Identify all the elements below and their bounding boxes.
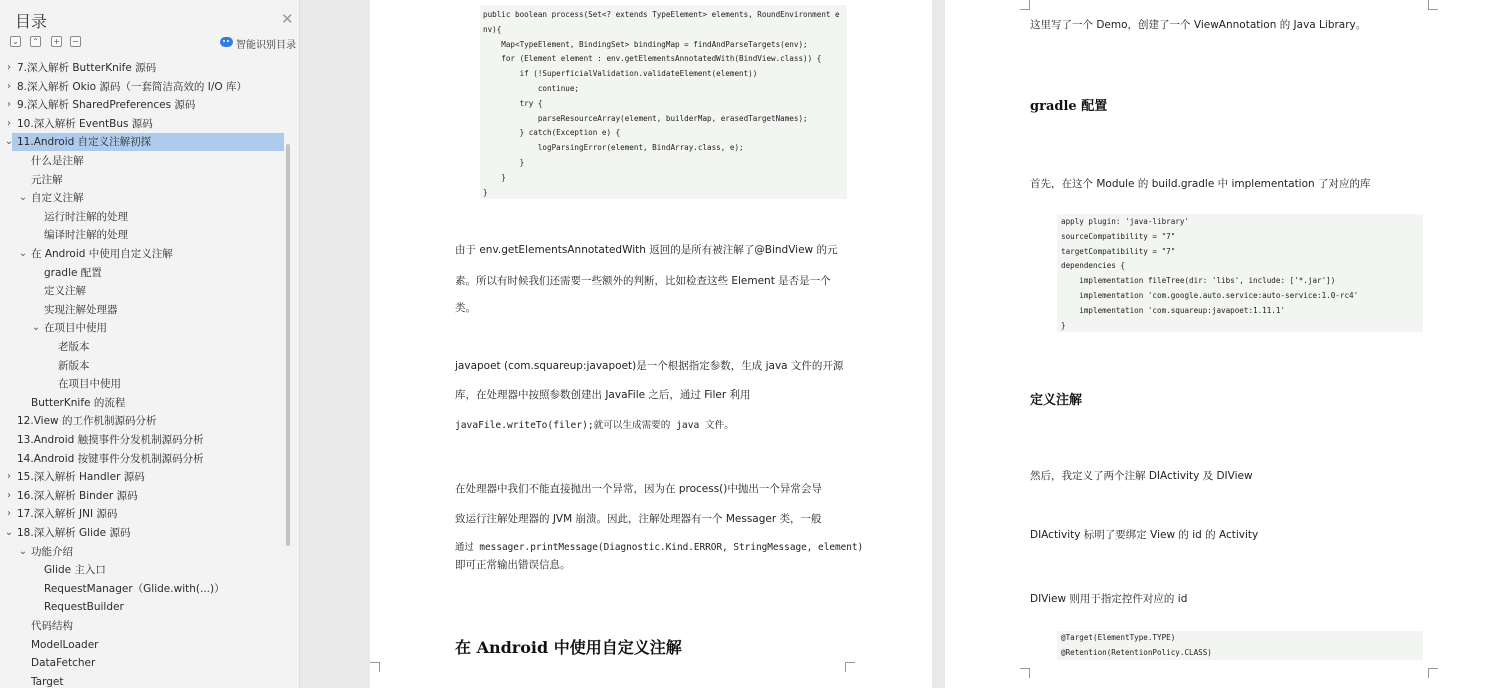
toc-item-label: RequestManager（Glide.with(...)）	[44, 582, 225, 595]
toc-item-label: 在项目中使用	[58, 378, 121, 391]
chevron-down-icon[interactable]: ⌄	[31, 322, 41, 334]
crop-mark	[1428, 668, 1438, 678]
code-block-process	[480, 5, 847, 199]
toc-item-label: 元注解	[31, 173, 63, 186]
paragraph-line: javaFile.writeTo(filer);就可以生成需要的 java 文件。	[455, 420, 734, 431]
paragraph-line: 致运行注解处理器的 JVM 崩溃。因此，注解处理器有一个 Messager 类，一般	[455, 513, 822, 525]
close-icon[interactable]: ✕	[281, 10, 294, 28]
paragraph-line: 类。	[455, 302, 476, 314]
toc-item[interactable]	[12, 338, 284, 356]
toc-item-label: 15.深入解析 Handler 源码	[17, 471, 145, 484]
chevron-right-icon[interactable]: ›	[7, 489, 11, 501]
toc-item[interactable]	[4, 524, 284, 542]
toc-item[interactable]	[12, 375, 284, 393]
paragraph-line: DIView 则用于指定控件对应的 id	[1030, 593, 1188, 605]
toc-item[interactable]	[12, 357, 284, 375]
toc-item[interactable]	[12, 654, 284, 672]
toc-item-label: gradle 配置	[44, 266, 102, 279]
code-line: parseResourceArray(element, builderMap, erasedTargetNames);	[483, 113, 808, 123]
paragraph-line: 然后，我定义了两个注解 DIActivity 及 DIView	[1030, 470, 1253, 482]
chevron-down-icon[interactable]: ⌄	[18, 248, 28, 259]
toc-item-label: Target	[31, 675, 64, 688]
chevron-down-icon[interactable]: ⌄	[4, 136, 14, 148]
paragraph-line: javapoet (com.squareup:javapoet)是一个根据指定参数，生成 java 文件的开源	[455, 360, 844, 372]
paragraph-line: DIActivity 标明了要绑定 View 的 id 的 Activity	[1030, 529, 1259, 541]
document-page-right	[945, 0, 1500, 688]
chevron-right-icon[interactable]: ›	[7, 80, 11, 92]
toc-item-label: 18.深入解析 Glide 源码	[17, 527, 131, 539]
toc-item-label: 12.View 的工作机制源码分析	[17, 415, 157, 428]
toc-sidebar	[0, 0, 300, 688]
toc-item[interactable]	[7, 59, 284, 77]
toc-item[interactable]	[7, 487, 284, 505]
toc-item-label: DataFetcher	[31, 657, 96, 670]
section-heading: 在 Android 中使用自定义注解	[455, 638, 682, 657]
toc-item[interactable]	[12, 152, 284, 170]
collapse-button[interactable]	[70, 36, 81, 47]
toc-item[interactable]	[12, 673, 284, 688]
code-line: public boolean process(Set<? extends TypeElement> elements, RoundEnvironment e	[483, 10, 840, 19]
chevron-right-icon[interactable]: ›	[7, 62, 11, 73]
code-line: logParsingError(element, BindArray.class, e);	[483, 143, 744, 153]
code-line: }	[483, 187, 488, 197]
paragraph-line: 在处理器中我们不能直接抛出一个异常，因为在 process()中抛出一个异常会导	[455, 483, 822, 495]
paragraph-line: 即可正常输出错误信息。	[455, 559, 571, 571]
expand-up-button[interactable]	[30, 36, 41, 47]
section-heading: 定义注解	[1030, 393, 1083, 408]
chevron-up-icon: ⌃	[32, 37, 39, 46]
sidebar-title: 目录	[15, 12, 48, 31]
code-line: nv){	[483, 24, 502, 34]
paragraph-line: 由于 env.getElementsAnnotatedWith 返回的是所有被注解了@BindView 的元	[455, 244, 838, 256]
code-line: Map<TypeElement, BindingSet> bindingMap = findAndParseTargets(env);	[483, 39, 808, 49]
chevron-down-icon[interactable]: ⌄	[4, 527, 14, 538]
toc-item-label: 什么是注解	[31, 155, 84, 167]
toc-item[interactable]	[12, 431, 284, 449]
toc-item[interactable]	[7, 505, 284, 523]
toc-item[interactable]	[12, 617, 284, 635]
toc-item-label: 8.深入解析 Okio 源码（一套简洁高效的 I/O 库）	[17, 80, 247, 93]
toc-item-label: 老版本	[58, 341, 90, 353]
code-line: implementation 'com.squareup:javapoet:1.11.1'	[1061, 305, 1286, 315]
toc-item-label: ModelLoader	[31, 638, 99, 651]
code-line: implementation 'com.google.auto.service:auto-service:1.0-rc4'	[1061, 291, 1359, 300]
chevron-right-icon[interactable]: ›	[7, 471, 11, 483]
toc-item-label: 14.Android 按键事件分发机制源码分析	[17, 452, 204, 465]
toc-item[interactable]	[12, 543, 284, 561]
toc-item-label: 功能介绍	[31, 545, 73, 558]
code-block-annotation	[1057, 631, 1423, 660]
toc-item[interactable]	[12, 561, 284, 579]
toc-item[interactable]	[12, 226, 284, 244]
toc-item[interactable]	[12, 598, 284, 616]
expand-all-button[interactable]	[51, 36, 62, 47]
toc-item[interactable]	[7, 96, 284, 114]
toc-item-label: 16.深入解析 Binder 源码	[17, 489, 138, 502]
code-line: implementation fileTree(dir: 'libs', include: ['*.jar'])	[1061, 276, 1336, 286]
toc-item-label: 运行时注解的处理	[44, 210, 128, 223]
toc-item[interactable]	[12, 636, 284, 654]
paragraph-line: 库，在处理器中按照参数创建出 JavaFile 之后，通过 Filer 利用	[455, 389, 751, 401]
toc-item-label: Glide 主入口	[44, 564, 106, 577]
toc-item-label: RequestBuilder	[44, 601, 124, 614]
crop-mark	[370, 662, 380, 672]
paragraph-line: 素。所以有时候我们还需要一些额外的判断，比如检查这些 Element 是否是一个	[455, 275, 831, 287]
paragraph-line: 首先，在这个 Module 的 build.gradle 中 implementation 了对应的库	[1030, 178, 1371, 190]
toc-item[interactable]	[12, 245, 284, 263]
toc-item[interactable]	[12, 264, 284, 282]
toc-item[interactable]	[12, 580, 284, 598]
code-line: apply plugin: 'java-library'	[1061, 217, 1190, 226]
toc-item[interactable]	[12, 412, 284, 430]
crop-mark	[1020, 668, 1030, 678]
toc-item-label: 自定义注解	[31, 192, 84, 205]
code-line: continue;	[483, 84, 580, 93]
toc-item-label: 实现注解处理器	[44, 303, 118, 316]
toc-item-label: 新版本	[58, 359, 90, 372]
chevron-down-icon[interactable]: ⌄	[18, 192, 28, 204]
paragraph-line: 这里写了一个 Demo，创建了一个 ViewAnnotation 的 Java Library。	[1030, 19, 1367, 31]
code-line: }	[483, 158, 525, 167]
toc-item[interactable]	[4, 133, 284, 151]
code-line: try {	[483, 98, 543, 108]
toc-item-label: 编译时注解的处理	[44, 229, 128, 242]
toc-item-label: 7.深入解析 ButterKnife 源码	[17, 62, 157, 74]
crop-mark	[1428, 0, 1438, 10]
smart-toc-icon[interactable]	[220, 37, 233, 47]
toc-item[interactable]	[12, 282, 284, 300]
toc-item[interactable]	[7, 115, 284, 133]
toc-item-label: 10.深入解析 EventBus 源码	[17, 117, 153, 130]
crop-mark	[1020, 0, 1030, 10]
toc-item[interactable]	[12, 450, 284, 468]
toc-item[interactable]	[12, 208, 284, 226]
code-line: dependencies {	[1061, 261, 1126, 271]
toc-item[interactable]	[12, 189, 284, 207]
crop-mark	[845, 662, 855, 672]
toc-item-label: 9.深入解析 SharedPreferences 源码	[17, 99, 196, 112]
paragraph-line: 通过 messager.printMessage(Diagnostic.Kind.ERROR, StringMessage, element)	[455, 542, 864, 553]
collapse-all-button[interactable]	[10, 36, 21, 47]
toc-item-label: 代码结构	[31, 620, 73, 632]
minus-icon: −	[72, 37, 79, 46]
toc-item[interactable]	[12, 171, 284, 189]
toc-item[interactable]	[12, 394, 284, 412]
code-line: }	[483, 172, 506, 182]
code-line: @Retention(RetentionPolicy.CLASS)	[1061, 647, 1212, 657]
plus-icon: +	[53, 37, 60, 46]
smart-toc-button[interactable]: 智能识别目录	[236, 40, 296, 51]
code-block-gradle	[1057, 214, 1423, 332]
toc-item-label: 17.深入解析 JNI 源码	[17, 508, 118, 521]
chevron-right-icon[interactable]: ›	[7, 117, 11, 129]
code-line: } catch(Exception e) {	[483, 128, 621, 138]
code-line: if (!SuperficialValidation.validateElement(element))	[483, 69, 758, 79]
code-line: sourceCompatibility = "7"	[1061, 231, 1176, 241]
chevron-down-icon: ⌄	[12, 37, 19, 46]
toc-item-label: 在 Android 中使用自定义注解	[31, 248, 173, 260]
toc-item[interactable]	[7, 468, 284, 486]
toc-item-label: ButterKnife 的流程	[31, 396, 126, 409]
section-heading: gradle 配置	[1030, 99, 1108, 114]
chevron-down-icon[interactable]: ⌄	[18, 545, 28, 557]
toc-item-label: 定义注解	[44, 285, 86, 298]
toc-item-label: 在项目中使用	[44, 322, 107, 335]
code-line: @Target(ElementType.TYPE)	[1061, 633, 1176, 642]
toc-item-label: 11.Android 自定义注解初探	[17, 136, 152, 149]
code-line: for (Element element : env.getElementsAnnotatedWith(BindView.class)) {	[483, 54, 822, 64]
toc-item[interactable]	[12, 301, 284, 319]
chevron-right-icon[interactable]: ›	[7, 99, 11, 111]
code-line: targetCompatibility = "7"	[1061, 246, 1176, 256]
toc-item[interactable]	[7, 78, 284, 96]
toc-item-label: 13.Android 触摸事件分发机制源码分析	[17, 434, 204, 446]
chevron-right-icon[interactable]: ›	[7, 508, 11, 520]
toc-item[interactable]	[12, 319, 284, 337]
document-page-left	[370, 0, 932, 688]
code-line: }	[1061, 320, 1066, 330]
scrollbar-thumb[interactable]	[286, 144, 290, 546]
